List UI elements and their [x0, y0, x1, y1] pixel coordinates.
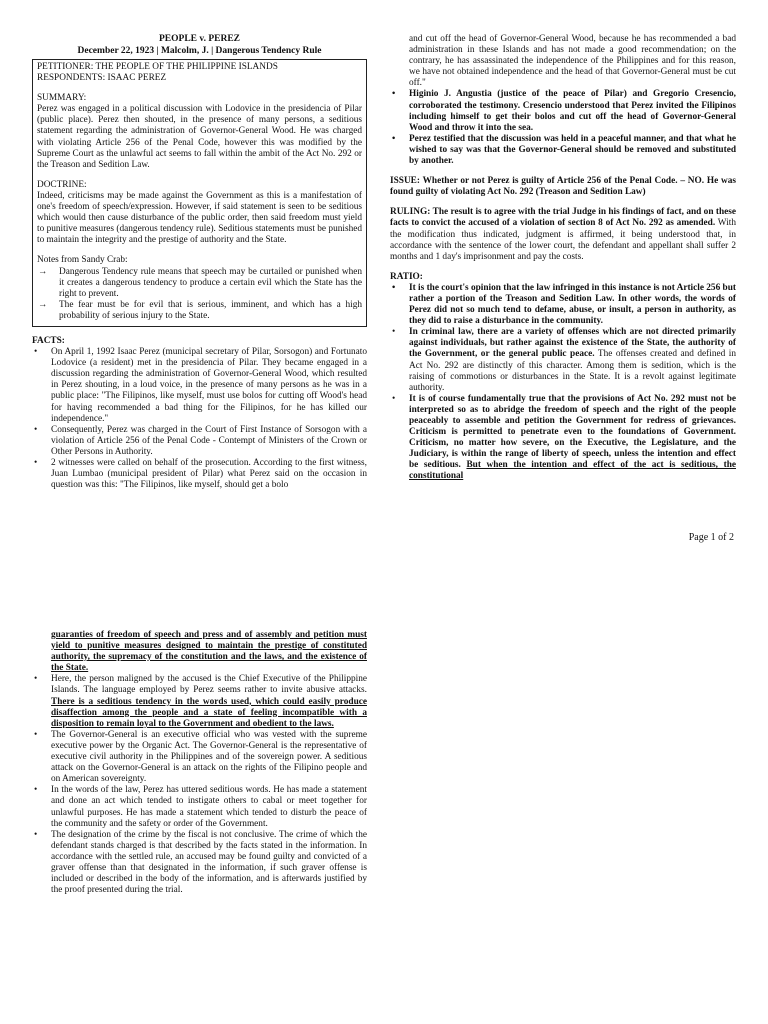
- fact-item: • Perez testified that the discussion was held in a peaceful manner, and that what he wished to say was that the Governor-General should be removed and substituted by another.: [390, 134, 736, 167]
- issue-text: ISSUE: Whether or not Perez is guilty of Article 256 of the Penal Code. – NO. He was found guilty of violating Act No. 292 (Treason and Sedition Law): [390, 176, 736, 198]
- fact-continuation: and cut off the head of Governor-General Wood, because he has recommended a bad administration in these Islands and has not made a good recommendation; on the contrary, he has assassinated the independence of the Philippines and for this reason, we have not obtained independence and the head of that Governor-General must be cut off.": [409, 34, 736, 89]
- ratio-item: [390, 394, 736, 483]
- ruling-label: RULING:: [390, 207, 431, 218]
- fact-item: • 2 witnesses were called on behalf of the prosecution. According to the first witness, Juan Lumbao (municipal president of Pilar) what Perez said on the occasion in question was this: "The Filipinos, like myself, should get a bolo: [32, 458, 367, 491]
- left-column: [32, 0, 367, 491]
- notes-list: [37, 267, 362, 322]
- fact-item: • Higinio J. Angustia (justice of the peace of Pilar) and Gregorio Cresencio, corroborated the testimony. Cresencio understood that Perez invited the Filipinos including himself to get their bolos and cut off the head of Governor-General Wood and throw it into the sea.: [390, 89, 736, 133]
- facts-list-continued: [390, 89, 736, 167]
- petitioner: PETITIONER: THE PEOPLE OF THE PHILIPPINE ISLANDS: [37, 62, 278, 72]
- doctrine-label: DOCTRINE:: [37, 179, 87, 190]
- ratio-rest-text: The offenses created and defined in Act No. 292 are distinctly of this character. Among them is sedition, which is the raising of commotions or disturbances in the State. It is a revolt against legitimate authority.: [409, 349, 737, 393]
- fact-item: • Consequently, Perez was charged in the Court of First Instance of Sorsogon with a violation of Article 256 of the Penal Code - Contempt of Ministers of the Crown or Other Persons in Authority.: [32, 425, 367, 458]
- summary-label: SUMMARY:: [37, 93, 87, 104]
- doctrine-text: Indeed, criticisms may be made against the Government as this is a manifestation of one's freedom of speech/expression. However, if said statement is seen to be seditious which would then cause disturbance of the public order, then said freedom must yield to punitive measures (dangerous tendency rule). Seditious statements must be punished to maintain the integrity and the prestige of authority and the State.: [37, 190, 362, 246]
- ratio-item: • It is the court's opinion that the law infringed in this instance is not Article 256 but rather a portion of the Treason and Sedition Law. In other words, the words of Perez did not so much tend to defame, abuse, or insult, a person in authority, as they did to raise a disturbance in the community.: [390, 283, 736, 327]
- facts-label: FACTS:: [32, 335, 65, 346]
- ratio-item: • The Governor-General is an executive official who was vested with the supreme executive power by the Organic Act. The Governor-General is the representative of executive civil authority in the Philippines and of the sovereign power. A seditious attack on the Governor-General is an attack on the rights of the Filipino people and on American sovereignty.: [32, 730, 367, 785]
- note-item: → The fear must be for evil that is serious, imminent, and which has a high probability of serious injury to the State.: [37, 300, 362, 322]
- respondents: RESPONDENTS: ISAAC PEREZ: [37, 73, 167, 84]
- ratio-bold-text: In criminal law, there are a variety of offenses which are not directed primarily against individuals, but rather against the existence of the State, the authority of the Government, or the general public peace.: [409, 327, 736, 360]
- ratio-list: [390, 283, 736, 483]
- note-item: → Dangerous Tendency rule means that speech may be curtailed or punished when it creates a dangerous tendency to produce a certain evil which the State has the right to prevent.: [37, 267, 362, 300]
- ruling-bold-text: The result is to agree with the trial Judge in his findings of fact, and on these facts to convict the accused of a violation of section 8 of Act No. 292 as amended.: [390, 207, 737, 229]
- notes-label: Notes from Sandy Crab:: [37, 255, 128, 266]
- ratio-continuation: guaranties of freedom of speech and press and of assembly and petition must yield to punitive measures designed to maintain the prestige of constituted authority, the supremacy of the constitution and the laws, and the existence of the State.: [51, 630, 367, 674]
- document-page-2: [0, 620, 768, 1024]
- fact-item: • On April 1, 1992 Isaac Perez (municipal secretary of Pilar, Sorsogon) and Fortunato Lodovice (a resident) met in the presidencia of Pilar. They became engaged in a discussion regarding the administration of Governor-General Wood, which resulted in Perez shouting, in a loud voice, in the presence of many persons as he was in a public place: "The Filipinos, like myself, must use bolos for cutting off Wood's head for having recommended a bad thing for the Filipinos, for he has killed our independence.": [32, 347, 367, 425]
- ratio-item: • The designation of the crime by the fiscal is not conclusive. The crime of which the defendant stands charged is that described by the facts stated in the information. In accordance with the settled rule, an accused may be found guilty and convicted of a graver offense than that designated in the information, if such graver offense is included or described in the body of the information, and is afterwards justified by the proof presented during the trial.: [32, 830, 367, 897]
- ratio-list-continued: [32, 674, 367, 896]
- ratio-item: • In the words of the law, Perez has uttered seditious words. He has made a statement and done an act which tended to instigate others to cabal or meet together for unlawful purposes. He has made a statement which tended to disturb the peace of the community and the safety or order of the Government.: [32, 785, 367, 829]
- ruling-paragraph: [390, 207, 736, 262]
- case-title: PEOPLE v. PEREZ: [158, 34, 241, 44]
- ratio-item: [32, 674, 367, 729]
- facts-list: [32, 347, 367, 491]
- summary-text: Perez was engaged in a political discussion with Lodovice in the presidencia of Pilar (public place). Perez then shouted, in the presence of many persons, a seditious statement regarding the administration of Governor-General Wood. He was charged with violating Article 256 of the Penal Code, however this was modified by the Supreme Court as the unlawful act seems to fall within the ambit of the Act No. 292 or the Treason and Sedition Law.: [37, 104, 362, 170]
- page-number: Page 1 of 2: [688, 532, 734, 543]
- page2-left-column: [32, 630, 367, 896]
- ruling-rest-text: With the modification thus indicated, judgment is affirmed, it being understood that, in accordance with the sentence of the lower court, the defendant and appellant shall suffer 2 months and 1 day's imprisonment and pay the costs.: [390, 218, 737, 262]
- case-subtitle: December 22, 1923 | Malcolm, J. | Dangerous Tendency Rule: [77, 45, 322, 56]
- ratio-text: Here, the person maligned by the accused is the Chief Executive of the Philippine Islands. The language employed by Perez seems rather to invite abusive attacks.: [51, 674, 367, 696]
- ratio-label: RATIO:: [390, 271, 423, 282]
- right-column: [390, 34, 736, 483]
- ratio-item: [390, 327, 736, 394]
- ratio-bold-text: It is of course fundamentally true that the provisions of Act No. 292 must not be interpreted so as to abridge the freedom of speech and the right of the people peaceably to assemble and petition the Government for redress of grievances. Criticism is permitted to penetrate even to the foundations of Government. Criticism, no matter how severe, on the Executive, the Legislature, and the Judiciary, is within the range of liberty of speech, unless the intention and effect be seditious.: [409, 393, 736, 471]
- ratio-underlined-text: But when the intention and effect of the act is seditious, the constitutional: [409, 460, 736, 482]
- case-summary-box: [32, 59, 367, 327]
- ratio-underlined-text: There is a seditious tendency in the words used, which could easily produce disaffection among the people and a state of feeling incompatible with a disposition to remain loyal to the Government and obedient to the laws.: [51, 696, 367, 729]
